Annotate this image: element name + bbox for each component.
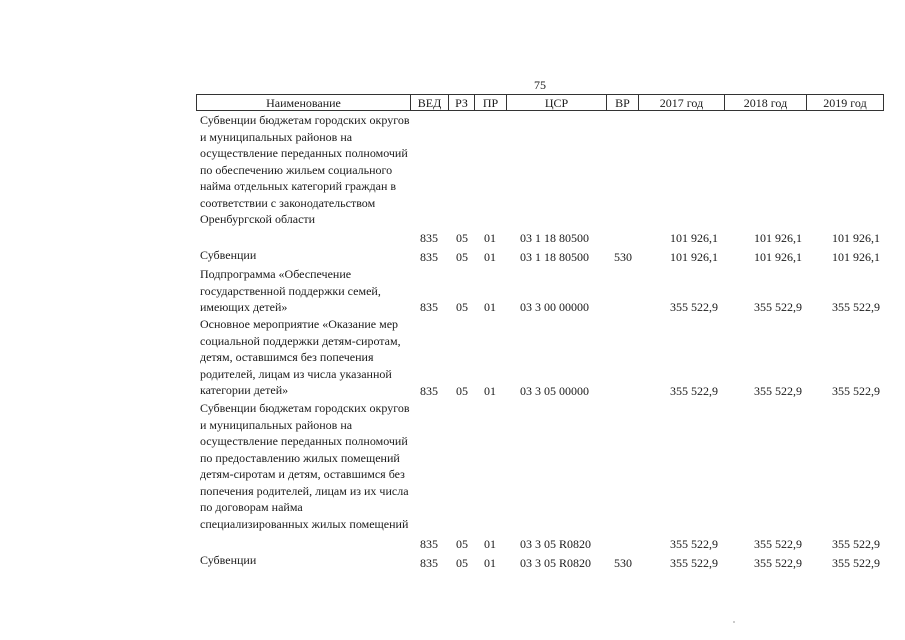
header-2017: 2017 год [638,94,724,111]
row-pr: 01 [484,556,496,570]
header-2018: 2018 год [724,94,806,111]
row-rz: 05 [456,231,468,245]
header-csr: ЦСР [506,94,606,111]
row-name: Подпрограмма «Обеспечение государственной поддержки семей, имеющих детей» [200,267,381,314]
row-2019: 355 522,9 [832,384,880,398]
row-2017: 101 926,1 [670,231,718,245]
row-rz: 05 [456,556,468,570]
row-pr: 01 [484,537,496,551]
row-2019: 355 522,9 [832,556,880,570]
header-2019: 2019 год [806,94,884,111]
header-name: Наименование [196,94,410,111]
row-ved: 835 [420,231,438,245]
row-rz: 05 [456,384,468,398]
row-pr: 01 [484,300,496,314]
row-2017: 355 522,9 [670,556,718,570]
header-pr: ПР [474,94,506,111]
row-pr: 01 [484,231,496,245]
row-pr: 01 [484,384,496,398]
row-rz: 05 [456,250,468,264]
scan-speck [733,621,735,623]
row-name: Субвенции [200,248,257,262]
row-name: Субвенции бюджетам городских округов и муниципальных районов на осуществление переданных полномочий по обеспечению жильем социального найма отдельных категорий граждан в соответствии с законодательством Оренбургской области [200,113,410,226]
row-csr: 03 1 18 80500 [520,250,589,264]
row-2019: 101 926,1 [832,231,880,245]
row-vr: 530 [614,250,632,264]
row-csr: 03 1 18 80500 [520,231,589,245]
row-ved: 835 [420,250,438,264]
row-ved: 835 [420,300,438,314]
page-number: 75 [534,78,546,92]
row-2018: 355 522,9 [754,384,802,398]
row-2019: 101 926,1 [832,250,880,264]
row-2019: 355 522,9 [832,537,880,551]
row-csr: 03 3 05 R0820 [520,537,592,551]
row-2017: 355 522,9 [670,537,718,551]
header-vr: ВР [606,94,638,111]
header-rz: РЗ [448,94,474,111]
row-2018: 355 522,9 [754,537,802,551]
row-ved: 835 [420,384,438,398]
row-csr: 03 3 00 00000 [520,300,589,314]
row-2018: 101 926,1 [754,250,802,264]
row-name: Основное мероприятие «Оказание мер социальной поддержки детям-сиротам, детям, оставшимся без попечения родителей, лицам из числа указанной категории детей» [200,317,401,397]
header-ved: ВЕД [410,94,448,111]
row-2017: 355 522,9 [670,300,718,314]
row-name: Субвенции [200,553,257,567]
row-vr: 530 [614,556,632,570]
row-2018: 101 926,1 [754,231,802,245]
row-2017: 101 926,1 [670,250,718,264]
row-pr: 01 [484,250,496,264]
row-2018: 355 522,9 [754,556,802,570]
row-ved: 835 [420,537,438,551]
row-name: Субвенции бюджетам городских округов и муниципальных районов на осуществление переданных полномочий по предоставлению жилых помещений детям-сиротам и детям, оставшимся без попечения родителей, лицам из их числа по договорам найма специализированных жилых помещений [200,401,410,531]
row-csr: 03 3 05 00000 [520,384,589,398]
row-2017: 355 522,9 [670,384,718,398]
row-2018: 355 522,9 [754,300,802,314]
row-rz: 05 [456,300,468,314]
row-csr: 03 3 05 R0820 [520,556,592,570]
row-ved: 835 [420,556,438,570]
row-2019: 355 522,9 [832,300,880,314]
row-rz: 05 [456,537,468,551]
